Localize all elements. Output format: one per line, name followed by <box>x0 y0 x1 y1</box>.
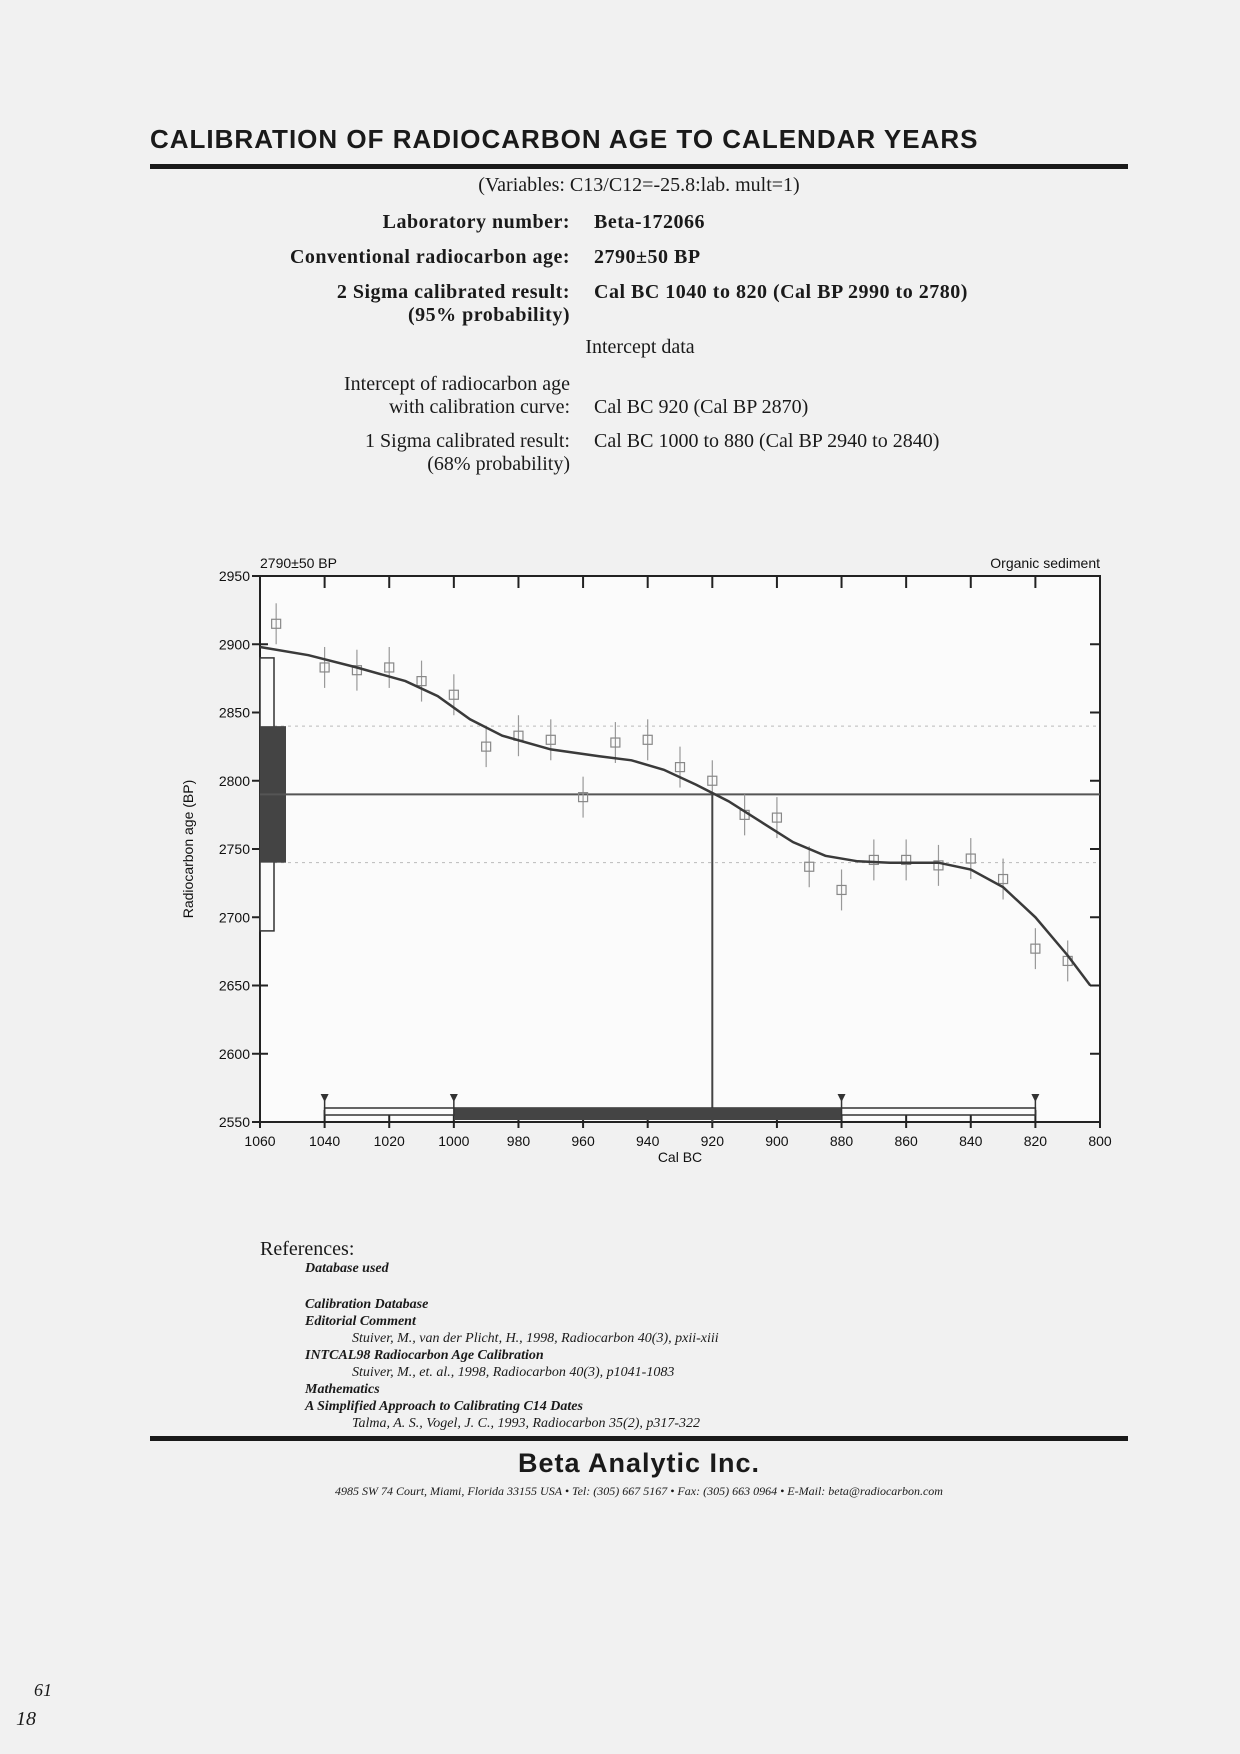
y-tick-label: 2650 <box>218 977 250 994</box>
y-tick-label: 2950 <box>218 568 250 584</box>
page-title: CALIBRATION OF RADIOCARBON AGE TO CALENDAR YEARS <box>150 124 979 154</box>
intercept-value: Cal BC 920 (Cal BP 2870) <box>594 396 809 418</box>
y-tick-label: 2700 <box>218 909 250 926</box>
x-tick-label: 1060 <box>244 1133 276 1149</box>
plot-frame <box>260 576 1100 1122</box>
age-label: Conventional radiocarbon age: <box>289 246 570 268</box>
variables-line: (Variables: C13/C12=-25.8:lab. mult=1) <box>478 174 800 196</box>
sigma1-probability: (68% probability) <box>427 453 570 475</box>
ref-editorial-cite: Stuiver, M., van der Plicht, H., 1998, Radiocarbon 40(3), pxii-xiii <box>352 1331 719 1346</box>
ref-intcal: INTCAL98 Radiocarbon Age Calibration <box>305 1348 544 1363</box>
x-tick-label: 860 <box>894 1133 918 1149</box>
x-tick-label: 800 <box>1088 1133 1112 1149</box>
ref-database-used: Database used <box>305 1261 389 1276</box>
lab-number-value: Beta-172066 <box>594 211 706 233</box>
references-heading: References: <box>260 1238 355 1260</box>
x-axis-label: Cal BC <box>657 1149 703 1165</box>
sigma2-label: 2 Sigma calibrated result: <box>336 281 570 303</box>
ref-approach-cite: Talma, A. S., Vogel, J. C., 1993, Radiocarbon 35(2), p317-322 <box>352 1416 701 1431</box>
y-axis-label: Radiocarbon age (BP) <box>180 779 196 919</box>
y-tick-label: 2900 <box>218 636 250 653</box>
x-tick-label: 1040 <box>309 1133 341 1149</box>
y-tick-label: 2550 <box>218 1114 250 1130</box>
margin-note-a: 61 <box>34 1680 52 1700</box>
x-tick-label: 880 <box>829 1133 854 1149</box>
y-tick-label: 2800 <box>218 772 250 789</box>
intercept-label-1: Intercept of radiocarbon age <box>344 373 570 395</box>
x-tick-label: 920 <box>700 1133 724 1149</box>
x-tick-label: 1000 <box>438 1133 470 1149</box>
sigma2-value: Cal BC 1040 to 820 (Cal BP 2990 to 2780) <box>594 281 968 303</box>
intercept-label-2: with calibration curve: <box>388 396 570 418</box>
sigma2-probability: (95% probability) <box>407 304 570 326</box>
sigma1-value: Cal BC 1000 to 880 (Cal BP 2940 to 2840) <box>594 430 940 452</box>
ref-editorial-comment: Editorial Comment <box>305 1314 416 1329</box>
ref-calibration-database: Calibration Database <box>305 1297 429 1312</box>
intercept-heading: Intercept data <box>585 336 695 358</box>
x-tick-label: 960 <box>571 1133 595 1149</box>
x-tick-label: 900 <box>765 1133 789 1149</box>
sigma1-cal-bar <box>454 1108 842 1120</box>
y-tick-label: 2600 <box>218 1045 250 1062</box>
ref-intcal-cite: Stuiver, M., et. al., 1998, Radiocarbon 40(3), p1041-1083 <box>352 1365 675 1380</box>
y-tick-label: 2750 <box>218 841 250 857</box>
ref-mathematics: Mathematics <box>305 1382 380 1397</box>
y-tick-label: 2850 <box>218 704 250 721</box>
ref-approach: A Simplified Approach to Calibrating C14 Dates <box>305 1399 583 1414</box>
x-tick-label: 940 <box>636 1133 660 1149</box>
chart-corner-right: Organic sediment <box>990 555 1100 571</box>
x-tick-label: 980 <box>506 1133 531 1149</box>
chart-corner-left: 2790±50 BP <box>260 555 337 571</box>
footer-rule <box>150 1436 1128 1441</box>
x-tick-label: 1020 <box>373 1133 405 1149</box>
margin-note-b: 18 <box>16 1708 36 1730</box>
company-address: 4985 SW 74 Court, Miami, Florida 33155 USA • Tel: (305) 667 5167 • Fax: (305) 663 0964 • E-Mail: beta@radiocarbon.com <box>335 1484 943 1498</box>
x-tick-label: 820 <box>1023 1133 1048 1149</box>
lab-number-label: Laboratory number: <box>382 211 570 233</box>
age-value: 2790±50 BP <box>594 246 701 268</box>
x-tick-label: 840 <box>959 1133 983 1149</box>
sigma1-label: 1 Sigma calibrated result: <box>365 430 570 452</box>
company-name: Beta Analytic Inc. <box>517 1448 761 1478</box>
